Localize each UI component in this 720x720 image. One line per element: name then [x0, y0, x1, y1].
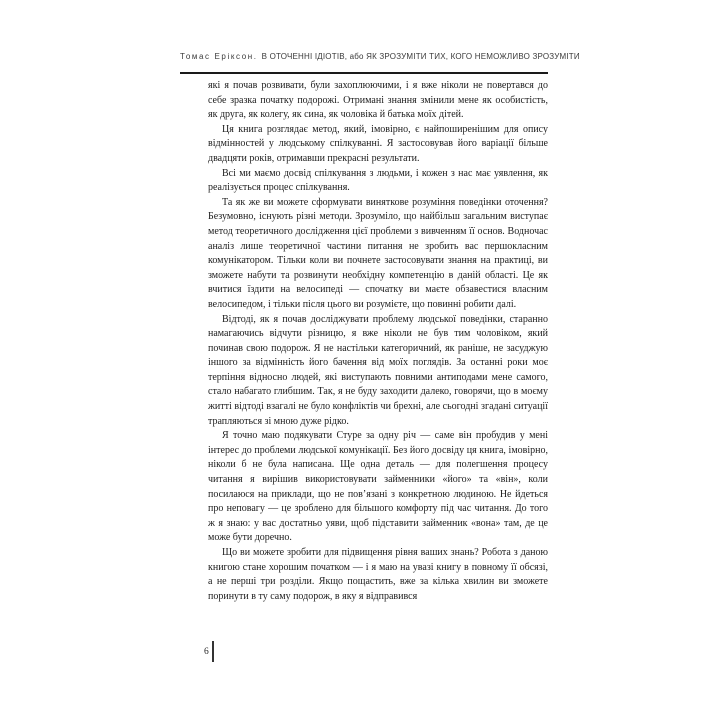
page-footer [204, 641, 214, 662]
paragraph: Ця книга розглядає метод, який, імовірно, є найпоширенішим для опису відмінностей у людському спілкуванні. Я застосовував його варіації більше двадцяти років, отримавши прекрасні результати. [208, 123, 548, 164]
paragraph: Що ви можете зробити для підвищення рівня ваших знань? Робота з даною книгою стане хорошим початком — і я маю на увазі книгу в повному її обсязі, а не перші три розділи. Якщо пощастить, вже за кілька хвилин ви зможете поринути в ту саму подорож, в яку я відправився [208, 547, 548, 602]
paragraph-continuation: які я почав розвивати, були захоплюючими, і я вже ніколи не повертався до себе зразка початку подорожі. Отримані знання змінили мене як особистість, як друга, як колегу, як сина, як чоловіка й батька моїх дітей. [208, 80, 548, 121]
book-title: В ОТОЧЕННІ ІДІОТІВ, або ЯК ЗРОЗУМІТИ ТИХ, КОГО НЕМОЖЛИВО ЗРОЗУМІТИ [261, 52, 580, 61]
author-name: Томас Еріксон. [180, 52, 258, 61]
paragraph: Відтоді, як я почав досліджувати проблему людської поведінки, старанно намагаючись відчути різницю, я вже ніколи не був тим чоловіком, який починав свою подорож. Я не настільки категоричний, як раніше, не засуджую іншого за відмінність його бачення від моїх поглядів. За останні роки моє терпіння відносно людей, які виступають повними антиподами мене самого, стало набагато глибшим. Так, я не буду заходити далеко, говорячи, що в моєму житті відтоді взагалі не було конфліктів чи брехні, але сьогодні згадані ситуації трапляються зі мною дуже рідко. [208, 313, 548, 427]
page-body [208, 79, 548, 604]
paragraph: Всі ми маємо досвід спілкування з людьми, і кожен з нас має уявлення, як реалізується процес спілкування. [208, 167, 548, 194]
header-divider-rule [180, 72, 548, 74]
paragraph: Я точно маю подякувати Стуре за одну річ — саме він пробудив у мені інтерес до проблеми людської комунікації. Без його досвіду ця книга, імовірно, ніколи б не була написана. Ще одна деталь — для полегшення процесу читання я вирішив використовувати займенники «його» та «він», коли посилаюся на приклади, що не пов’язані з конкретною людиною. Не йдеться про неповагу — це зроблено для більшого комфорту під час читання. До того ж я знаю: у вас достатньо уяви, щоб підставити займенник «вона» там, де це може бути доречно. [208, 430, 548, 544]
footer-divider-bar [212, 641, 214, 662]
running-header [180, 52, 580, 61]
paragraph: Та як же ви можете сформувати виняткове розуміння поведінки оточення? Безумовно, існують різні методи. Зрозуміло, що найбільш загальним виступає метод теоретичного дослідження цієї проблеми з вивченням її основ. Водночас аналіз лише теоретичної частини питання не зробить вас першокласним комунікатором. Тільки коли ви почнете застосовувати знання на практиці, ви зможете набути та розвинути необхідну компетенцію в даній області. Це як вчитися їздити на велосипеді — спочатку ви маєте обзавестися власним велосипедом, і тільки після цього ви розумієте, що повинні робити далі. [208, 196, 548, 310]
page-number: 6 [204, 646, 209, 657]
